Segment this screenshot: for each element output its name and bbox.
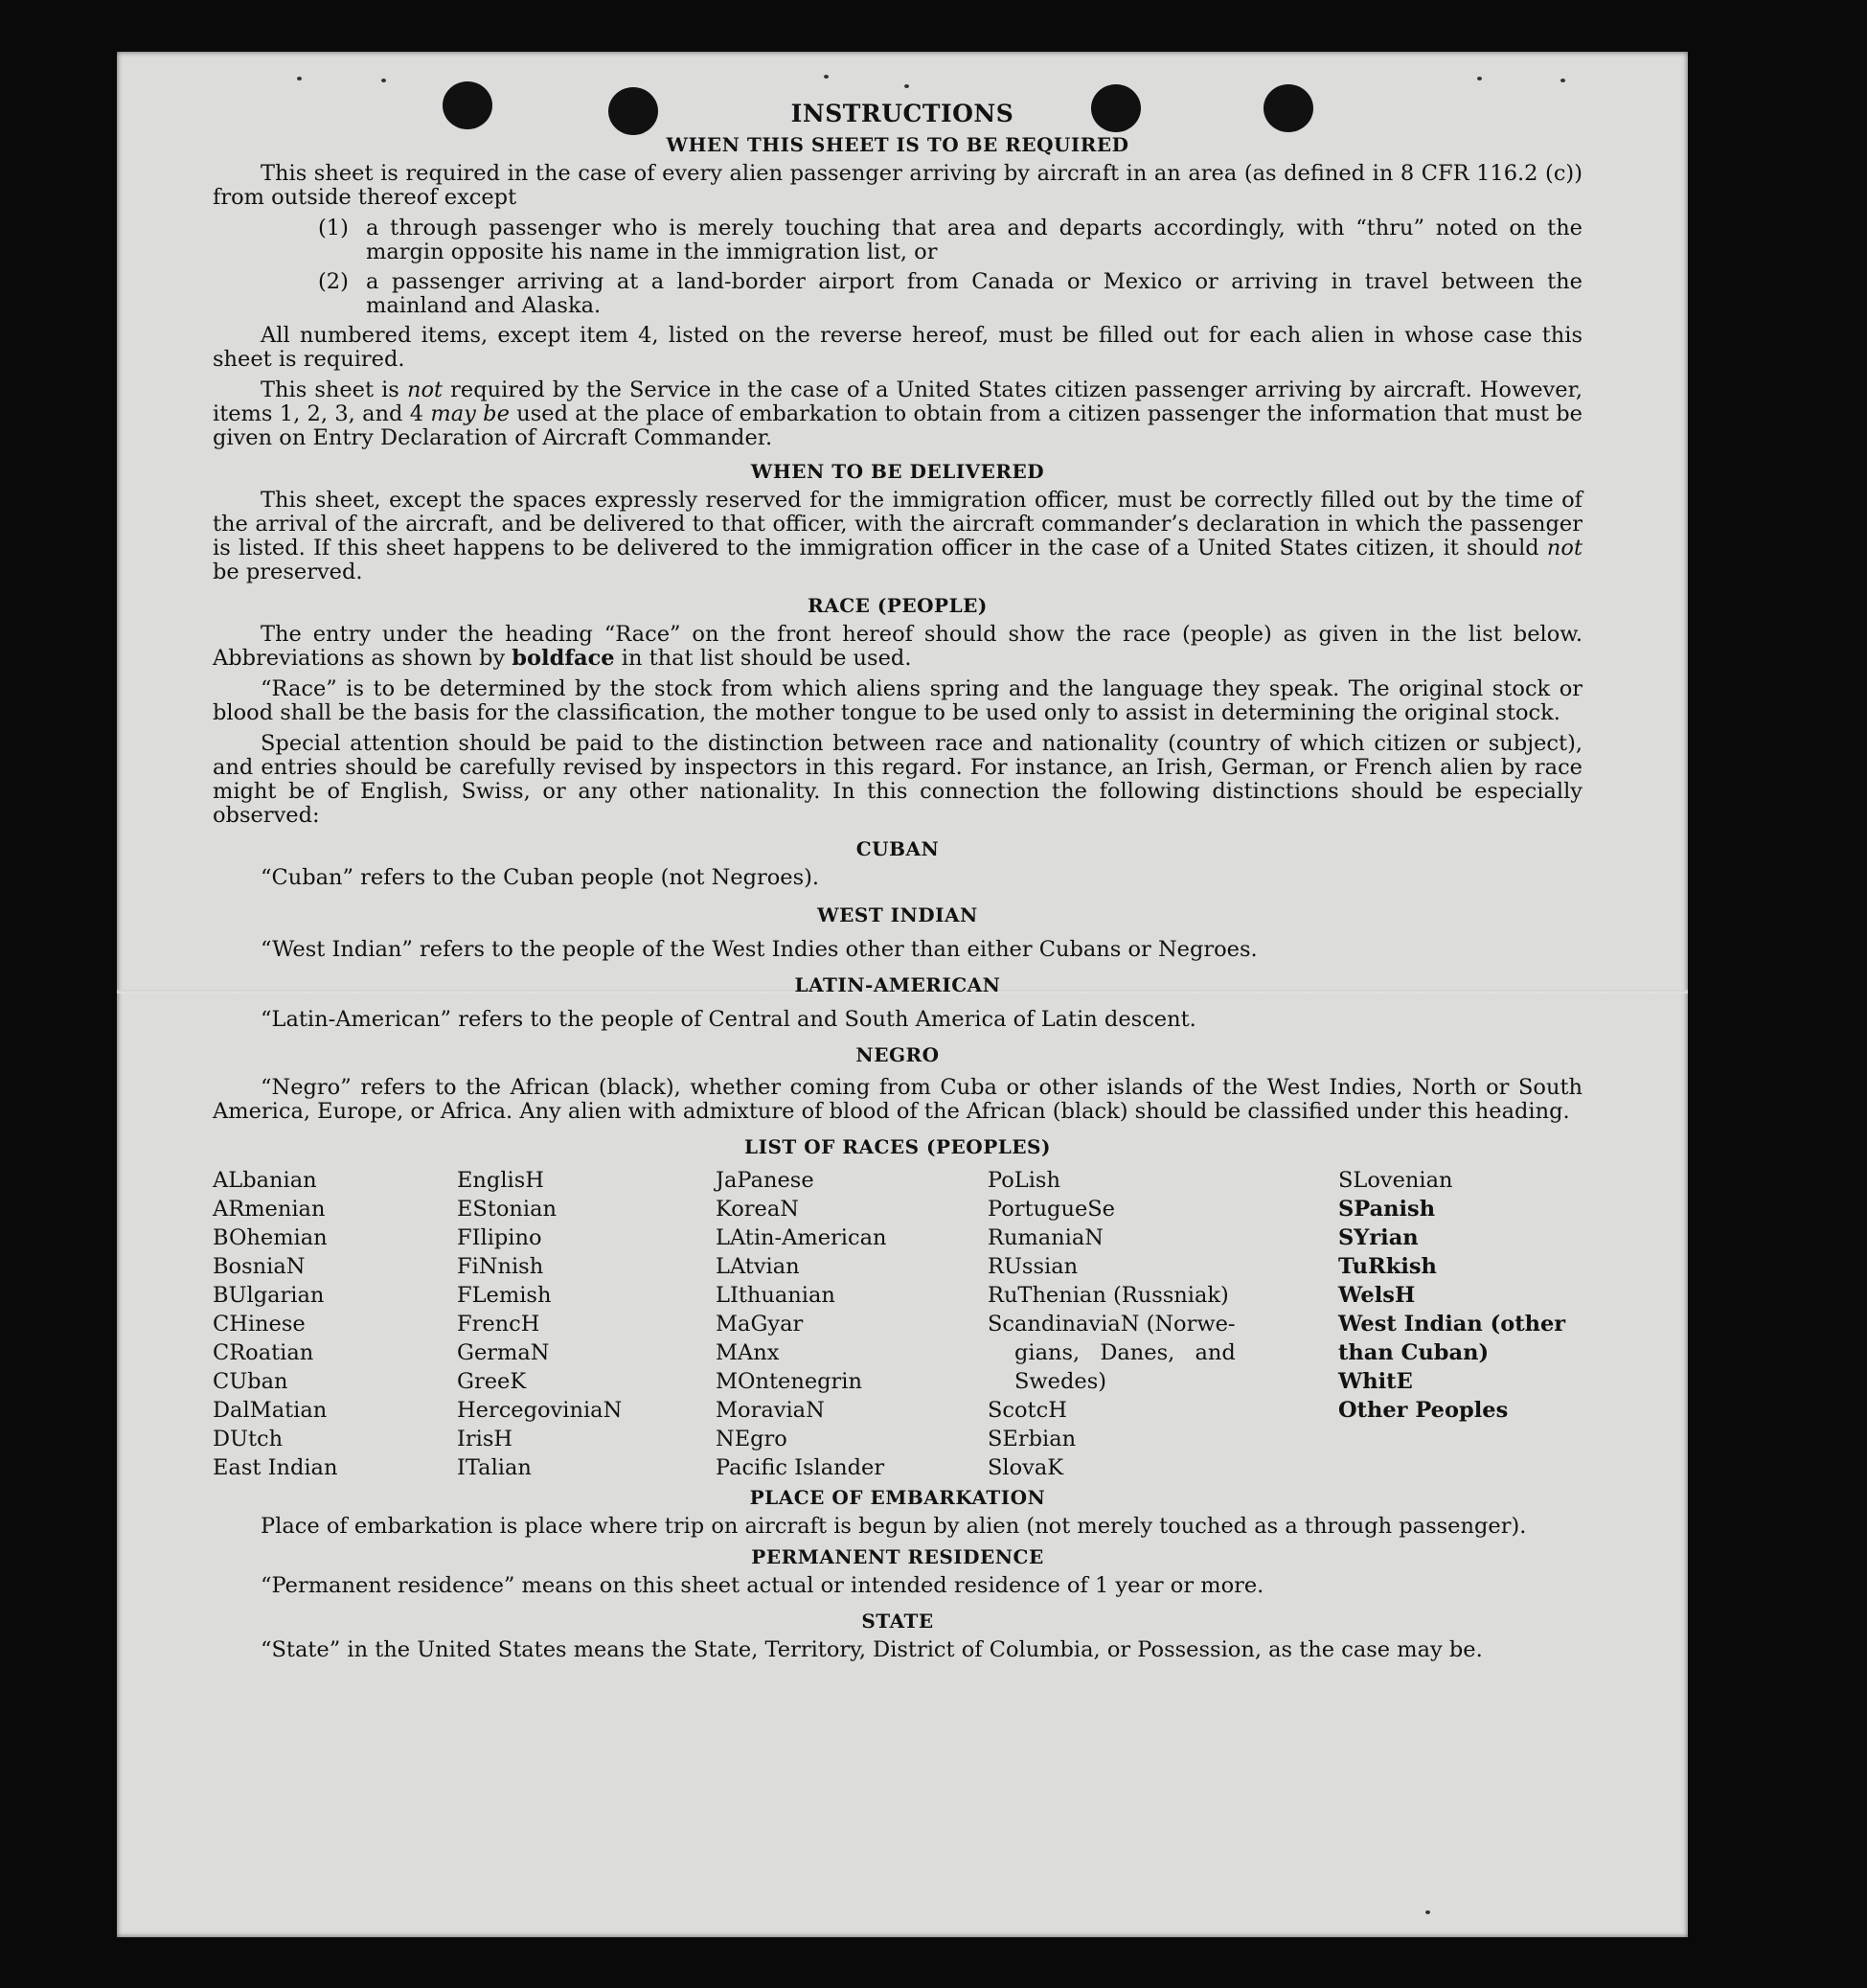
heading-state: STATE: [861, 1610, 934, 1633]
heading-permanent-residence: PERMANENT RESIDENCE: [751, 1545, 1044, 1568]
race-item: HercegoviniaN: [457, 1398, 623, 1423]
race-item: ScotcH: [988, 1398, 1067, 1423]
race-item: IrisH: [457, 1427, 513, 1451]
text-span: required by the Service in the case of a United States citizen passenger arriving by aircraft. However, items 1, 2, 3, and 4: [213, 377, 1583, 426]
race-item: ALbanian: [213, 1168, 317, 1193]
heading-negro: NEGRO: [855, 1043, 940, 1066]
race-item: KoreaN: [716, 1197, 799, 1222]
race-item: CHinese: [213, 1312, 306, 1337]
race-item: MOntenegrin: [716, 1369, 862, 1394]
document-page: [117, 52, 1688, 1937]
paragraph-place-of-embarkation: Place of embarkation is place where trip on aircraft is begun by alien (not merely touched as a through passenger).: [261, 1514, 1527, 1539]
heading-latin-american: LATIN-AMERICAN: [794, 973, 1001, 996]
race-item: BUlgarian: [213, 1283, 325, 1308]
speck: [904, 84, 909, 88]
race-item: DalMatian: [213, 1398, 328, 1423]
heading-cuban: CUBAN: [855, 837, 940, 860]
exception-item: [318, 270, 1582, 318]
paragraph-numbered-items: All numbered items, except item 4, listed on the reverse hereof, must be filled out for each alien in whose case this sheet is required.: [213, 323, 1582, 372]
race-item: SYrian: [1338, 1225, 1419, 1250]
race-item: BOhemian: [213, 1225, 328, 1250]
race-item: BosniaN: [213, 1254, 306, 1279]
race-item: MoraviaN: [716, 1398, 825, 1423]
race-item: FLemish: [457, 1283, 552, 1308]
text-span: This sheet, except the spaces expressly reserved for the immigration officer, must be correctly filled out by the time of the arrival of the aircraft, and be delivered to that officer, with the aircraft commander’s declaration in which the passenger is listed. If this sheet happens to be delivered to the immigration officer in the case of a United States citizen, it should: [213, 488, 1582, 560]
speck: [297, 77, 302, 80]
paragraph-delivered: [213, 489, 1582, 584]
heading-place-of-embarkation: PLACE OF EMBARKATION: [749, 1486, 1046, 1509]
race-item: LAtvian: [716, 1254, 800, 1279]
exception-number: (2): [318, 269, 349, 294]
race-item: ITalian: [457, 1455, 532, 1480]
document-content: [213, 100, 1582, 1669]
heading-when-required: WHEN THIS SHEET IS TO BE REQUIRED: [666, 133, 1129, 156]
text-span: in that list should be used.: [621, 646, 912, 671]
race-item: gians, Danes, and: [1014, 1340, 1236, 1365]
race-item: FIlipino: [457, 1225, 542, 1250]
races-column: [213, 1166, 457, 1482]
paragraph-race-1: [213, 623, 1582, 671]
emphasis-text: not: [406, 377, 444, 402]
race-item: EnglisH: [457, 1168, 544, 1193]
race-item: Pacific Islander: [716, 1455, 885, 1480]
paragraph-required-intro: This sheet is required in the case of every alien passenger arriving by aircraft in an area (as defined in 8 CFR 116.2 (c)) from outside thereof except: [213, 161, 1582, 210]
heading-list-of-races: LIST OF RACES (PEOPLES): [744, 1135, 1051, 1158]
race-item: ARmenian: [213, 1197, 326, 1222]
race-item: FiNnish: [457, 1254, 544, 1279]
speck: [1560, 79, 1565, 82]
paragraph-west-indian: “West Indian” refers to the people of the West Indies other than either Cubans or Negroes.: [261, 937, 1258, 962]
race-item: than Cuban): [1338, 1340, 1490, 1365]
speck: [1425, 1910, 1430, 1914]
race-item: Other Peoples: [1338, 1398, 1509, 1423]
speck: [824, 75, 829, 79]
paragraph-citizen: [213, 378, 1582, 450]
race-item: West Indian (other: [1338, 1312, 1566, 1337]
race-item: WelsH: [1338, 1283, 1416, 1308]
exception-text: a through passenger who is merely touching that area and departs accordingly, with “thru” noted on the margin opposite his name in the immigration list, or: [366, 216, 1582, 264]
race-item: GermaN: [457, 1340, 550, 1365]
race-item: RuThenian (Russniak): [988, 1283, 1229, 1308]
text-span: used at the place of embarkation to obtain from a citizen passenger the information that must be given on Entry Declaration of Aircraft Commander.: [213, 401, 1582, 450]
paragraph-race-3: Special attention should be paid to the distinction between race and nationality (country of which citizen or subject), and entries should be carefully revised by inspectors in this regard. For instance, an Irish, German, or French alien by race might be of English, Swiss, or any other nationality. In this connection the following distinctions should be especially observed:: [213, 731, 1582, 828]
races-column: [988, 1166, 1338, 1482]
race-item: NEgro: [716, 1427, 787, 1451]
race-item: ScandinaviaN (Norwe-: [988, 1312, 1236, 1337]
speck: [1477, 77, 1482, 80]
bold-text: boldface: [512, 646, 615, 671]
race-item: PortugueSe: [988, 1197, 1116, 1222]
race-item: JaPanese: [716, 1168, 814, 1193]
race-item: LIthuanian: [716, 1283, 835, 1308]
paragraph-permanent-residence: “Permanent residence” means on this sheet actual or intended residence of 1 year or more.: [261, 1573, 1264, 1598]
race-item: CRoatian: [213, 1340, 314, 1365]
race-item: LAtin-American: [716, 1225, 887, 1250]
paragraph-state: “State” in the United States means the State, Territory, District of Columbia, or Possession, as the case may be.: [261, 1637, 1483, 1662]
race-item: GreeK: [457, 1369, 527, 1394]
heading-race: RACE (PEOPLE): [808, 594, 988, 617]
race-item: MAnx: [716, 1340, 780, 1365]
heading-when-delivered: WHEN TO BE DELIVERED: [750, 460, 1045, 483]
paragraph-latin-american: “Latin-American” refers to the people of Central and South America of Latin descent.: [261, 1007, 1196, 1032]
text-span: This sheet is: [261, 377, 399, 402]
race-item: RUssian: [988, 1254, 1079, 1279]
race-item: SPanish: [1338, 1197, 1436, 1222]
paragraph-race-2: “Race” is to be determined by the stock from which aliens spring and the language they speak. The original stock or blood shall be the basis for the classification, the mother tongue to be used only to assist in determining the original stock.: [213, 676, 1582, 725]
speck: [381, 79, 386, 82]
exception-text: a passenger arriving at a land-border airport from Canada or Mexico or arriving in travel between the mainland and Alaska.: [366, 269, 1582, 318]
race-item: WhitE: [1338, 1369, 1413, 1394]
heading-west-indian: WEST INDIAN: [817, 903, 978, 926]
race-item: SlovaK: [988, 1455, 1064, 1480]
exception-number: (1): [318, 216, 349, 240]
race-item: PoLish: [988, 1168, 1060, 1193]
text-span: be preserved.: [213, 560, 363, 584]
race-item: SLovenian: [1338, 1168, 1453, 1193]
paragraph-cuban: “Cuban” refers to the Cuban people (not Negroes).: [261, 865, 820, 890]
race-item: EStonian: [457, 1197, 558, 1222]
emphasis-text: not: [1546, 536, 1583, 560]
races-column: [457, 1166, 716, 1482]
list-of-races: [213, 1166, 1582, 1482]
race-item: Swedes): [1014, 1369, 1107, 1394]
paragraph-negro: “Negro” refers to the African (black), whether coming from Cuba or other islands of the West Indies, North or South America, Europe, or Africa. Any alien with admixture of blood of the African (black) should be classified under this heading.: [213, 1075, 1582, 1124]
race-item: FrencH: [457, 1312, 540, 1337]
race-item: RumaniaN: [988, 1225, 1104, 1250]
exception-item: [318, 217, 1582, 264]
document-title: INSTRUCTIONS: [790, 100, 1014, 127]
races-column: [716, 1166, 988, 1482]
emphasis-text: may be: [430, 401, 510, 426]
text-span: The entry under the heading “Race” on the front hereof should show the race (people) as given in the list below. Abbreviations as shown by: [213, 622, 1582, 671]
race-item: MaGyar: [716, 1312, 804, 1337]
race-item: TuRkish: [1338, 1254, 1437, 1279]
race-item: CUban: [213, 1369, 288, 1394]
race-item: SErbian: [988, 1427, 1077, 1451]
races-column: [1338, 1166, 1587, 1482]
race-item: East Indian: [213, 1455, 338, 1480]
race-item: DUtch: [213, 1427, 284, 1451]
